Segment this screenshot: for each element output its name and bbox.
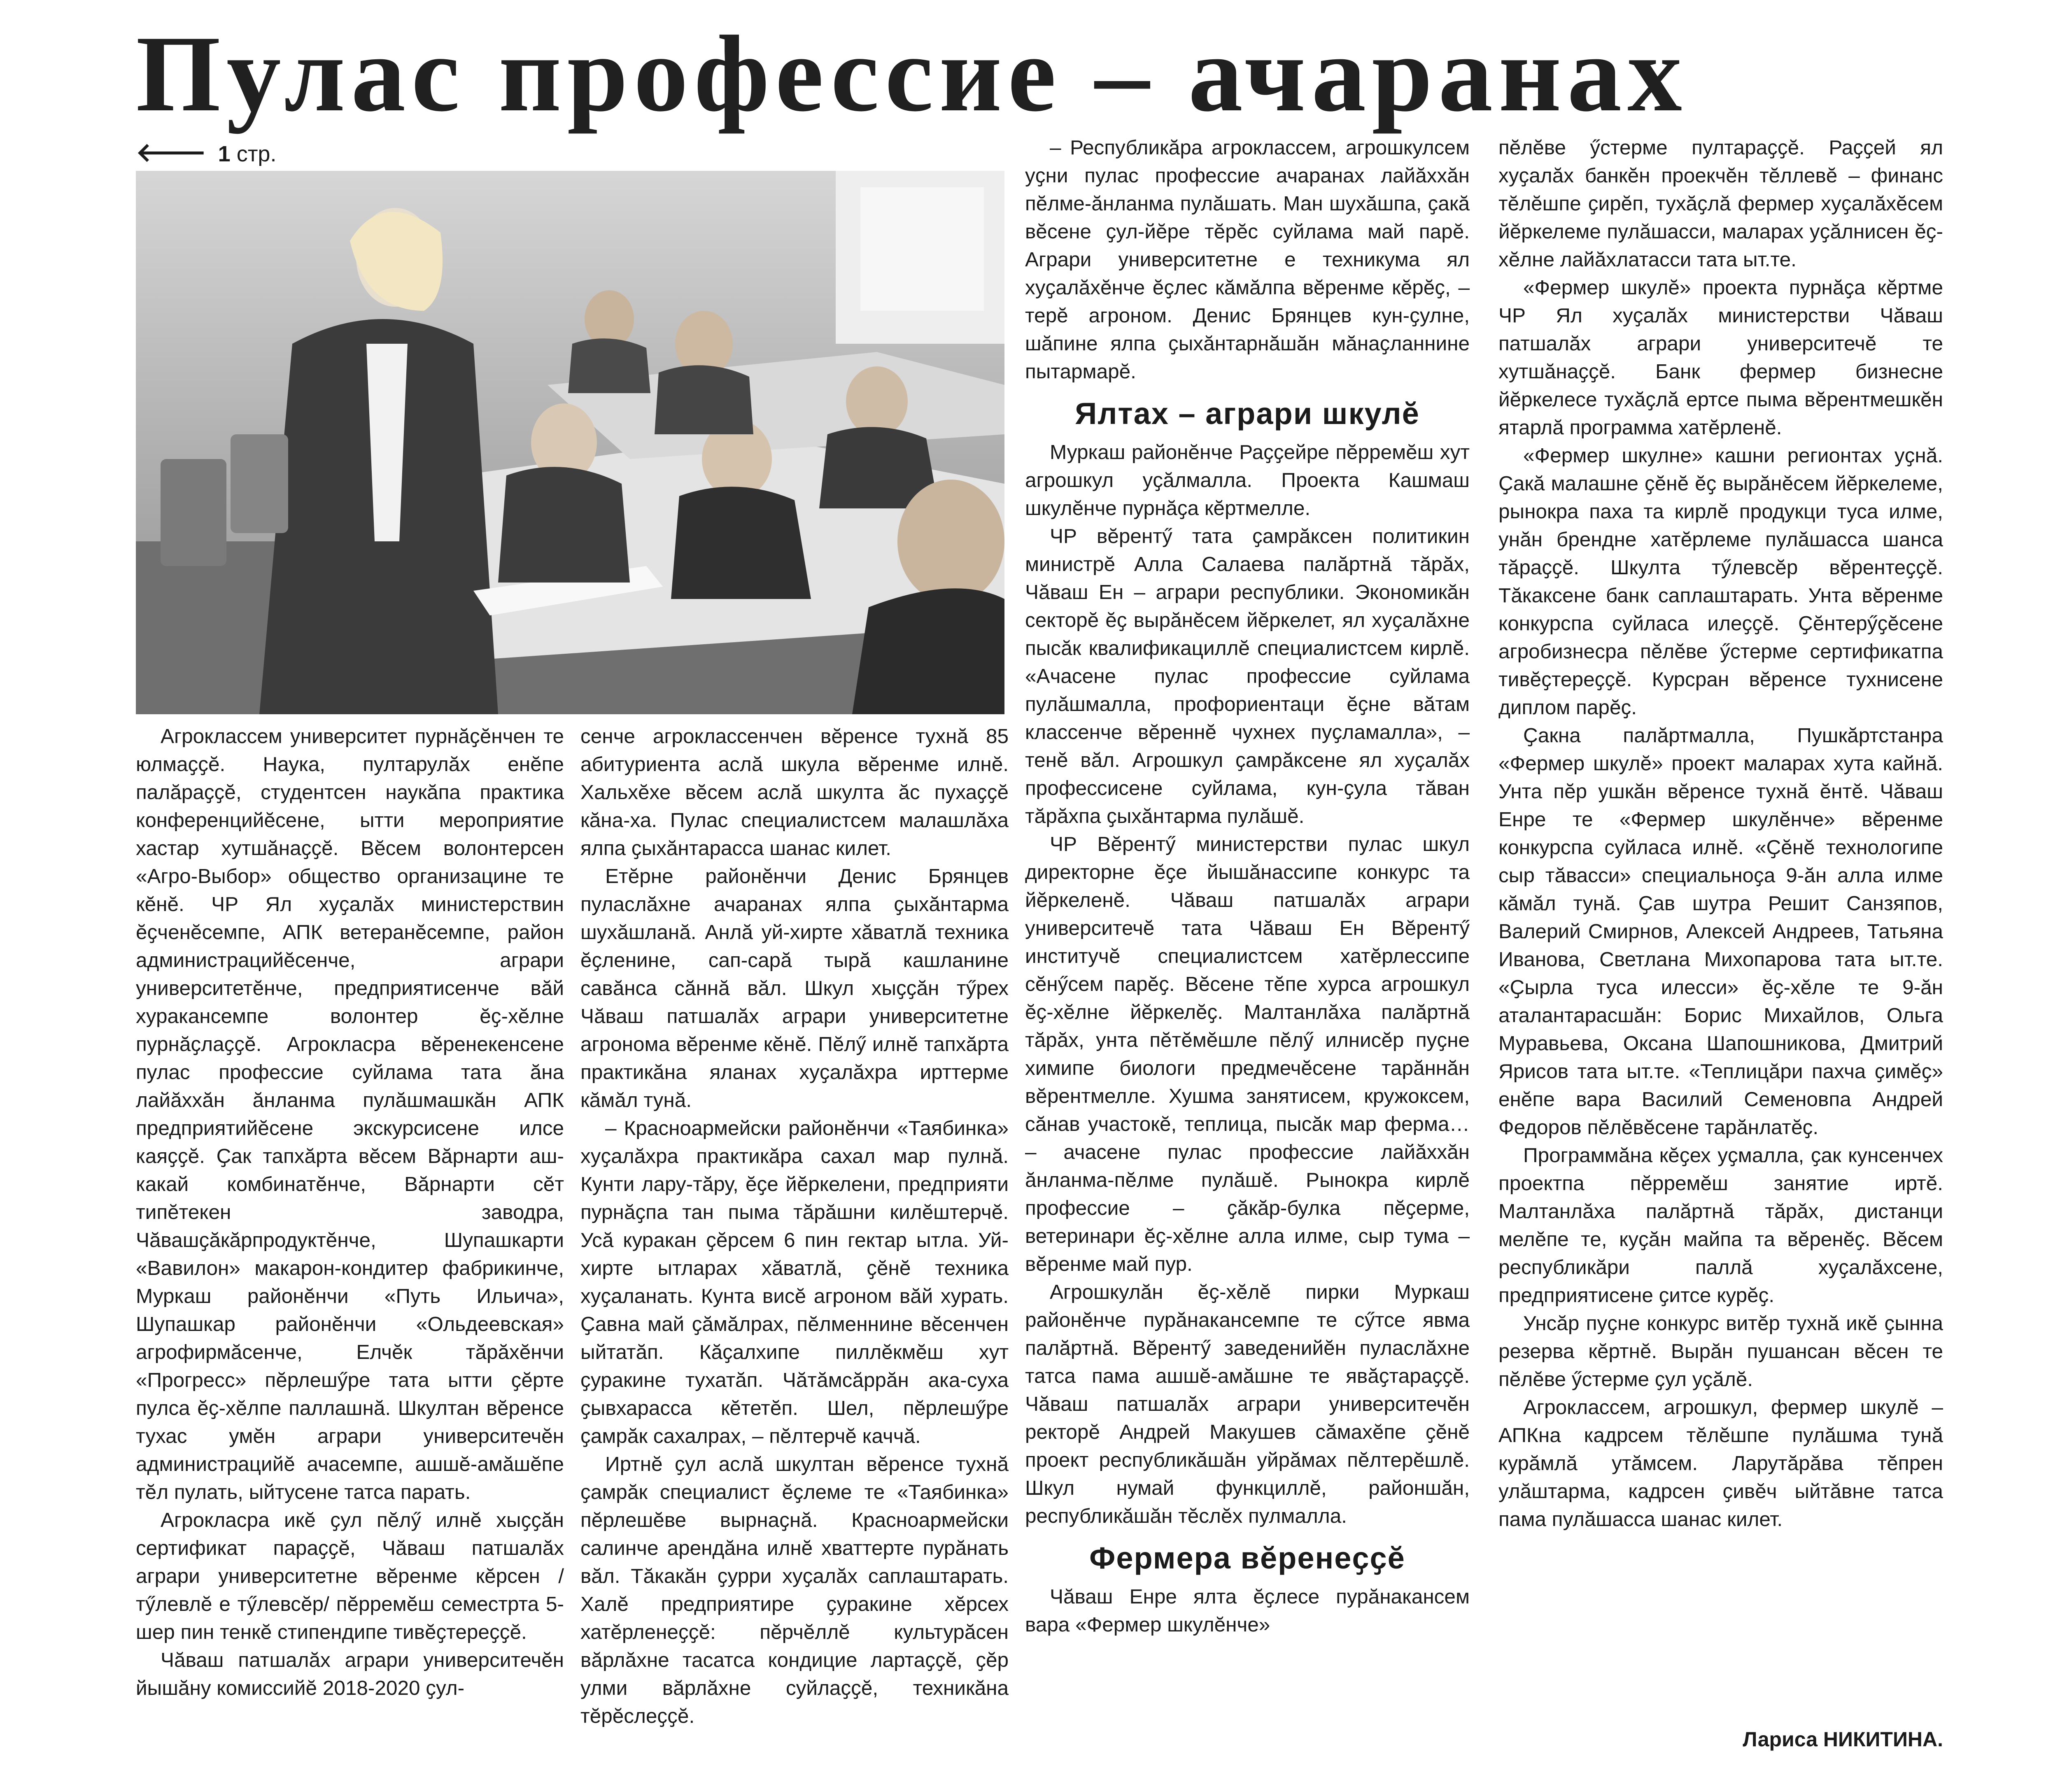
column4-paragraph-4: Ҫакна палӑртмалла, Пушкӑртстанра «Фермер шкулӗ» проект маларах хута кайнӑ. Унта пӗр ушкӑн вӗренсе тухнӑ ӗнтӗ. Чӑваш Енре те «Фермер шкулӗнче» вӗренме конкурспа суйласа илнӗ. «Ҫӗнӗ технологипе сыр тӑвасси» специальноҫа 9-ӑн алла илме кӑмӑл тунӑ. Ҫав шутра Решит Санзяпов, Валерий Смирнов, Алексей Андреев, Татьяна Иванова, Светлана Михопарова тата ыт.те. «Ҫырла туса илесси» ӗҫ-хӗле те 9-ӑн аталантарасшӑн: Борис Михайлов, Ольга Муравьева, Оксана Шапошникова, Дмитрий Ярисов тата ыт.те. «Теплицӑри пахча ҫимӗҫ» енӗпе вара Василий Семеновпа Андрей Федоров пӗлӗвӗсене тарӑнлатӗҫ. [1498,724,1943,1139]
column4-paragraph-7: Агроклассем, агрошкул, фермер шкулӗ – АПКна кадрсем тӗлӗшпе пулӑшма тунӑ курӑмлӑ утӑмсем. Ларутӑрӑва тӗпрен улӑштарма, кадрсен ҫивӗч ыйтӑвне татса пама пулӑшасса шанас килет. [1498,1396,1943,1531]
column3-paragraph-2: Муркаш районӗнче Раҫҫейре пӗрремӗш хут агрошкул уҫӑлмалла. Проекта Кашмаш шкулӗнче пурнӑҫа кӗртмелле. [1025,441,1470,520]
column3-paragraph-1: – Республикӑра агроклассем, агрошкулсем уҫни пулас профессие ачаранах лайӑххӑн пӗлме-ӑнланма пулӑшать. Ман шухӑшпа, ҫакӑ вӗсене ҫул-йӗре тӗрӗс суйлама май парӗ. Аграри университетне е техникума ял хуҫалӑхӗнче ӗҫлес кӑмӑлпа вӗренме кӗрӗҫ, – терӗ агроном. Денис Брянцев кун-ҫулне, шӑпине ялпа ҫыхӑнтарнӑшӑн мӑнаҫланнине пытармарӗ. [1025,136,1470,383]
article-headline: Пулас профессие – ачаранах [136,14,1688,134]
column4-paragraph-2: «Фермер шкулӗ» проекта пурнӑҫа кӗртме ЧР Ял хуҫалӑх министерстви Чӑваш патшалӑх аграри университечӗ те хутшӑнаҫҫӗ. Банк фермер бизнесне йӗркелесе тухӑҫлӑ ертсе пыма вӗрентмешкӗн ятарлӑ программа хатӗрленӗ. [1498,276,1943,439]
classroom-photo [136,171,1004,714]
column2-paragraph-4: Иртнӗ ҫул аслӑ шкултан вӗренсе тухнӑ ҫамрӑк специалист ӗҫлеме те «Таябинка» пӗрлешӗве вырнаҫнӑ. Красноармейски салинче арендӑна илнӗ хваттерте пурӑнать вӑл. Тӑкакӑн ҫурри хуҫалӑх саплаштарать. Халӗ предприятире ҫуракине хӗрсех хатӗрленеҫҫӗ: пӗрчӗллӗ культурӑсен вӑрлӑхне тасатса кондицие лартаҫҫӗ, ҫӗр улми вӑрлӑхне суйлаҫҫӗ, техникӑна тӗрӗслеҫҫӗ. [580,1453,1009,1727]
column1-paragraph-1: Агроклассем университет пурнӑҫӗнчен те юлмаҫҫӗ. Наука, пултарулӑх енӗпе палӑраҫҫӗ, студентсен наукӑпа практика конференцийӗсене, ытти мероприятие хастар хутшӑнаҫҫӗ. Вӗсем волонтерсен «Агро-Выбор» общество организацине те кӗнӗ. ЧР Ял хуҫалӑх министерствин ӗҫченӗсемпе, АПК ветеранӗсемпе, район администрацийӗсенче, аграри университетӗнче, предприятисенче вӑй хуракансемпе волонтер ӗҫ-хӗлне пурнӑҫлаҫҫӗ. Агрокласра вӗренекенсене пулас профессие суйлама тата ӑна лайӑххӑн ӑнланма пулӑшмашкӑн АПК предприятийӗсене экскурсисене илсе каяҫҫӗ. Ҫак тапхӑрта вӗсем Вӑрнарти аш-какай комбинатӗнче, Вӑрнарти сӗт типӗтекен заводра, Чӑвашҫӑкӑрпродуктӗнче, Шупашкарти «Вавилон» макарон-кондитер фабрикинче, Муркаш районӗнчи «Путь Ильича», Шупашкар районӗнчи «Ольдеевская» агрофирмӑсенче, Елчӗк тӑрӑхӗнчи «Прогресс» пӗрлешӳре тата ытти ҫӗрте пулса ӗҫ-хӗлпе паллашнӑ. Шкултан вӗренсе тухас умӗн аграри университечӗн администрацийӗ ачасемпе, ашшӗ-амӑшӗпе тӗл пулать, ыйтусене татса парать. [136,725,564,1503]
article-column-2 [580,722,1009,1764]
subheading-agrarian-school: Ялтах – аграри шкулӗ [1075,396,1420,431]
column4-paragraph-1: пӗлӗве ӳстерме пултараҫҫӗ. Раҫҫей ял хуҫалӑх банкӗн проекчӗн тӗллевӗ – финанс тӗлӗшпе ҫирӗп, тухӑҫлӑ фермер хуҫалӑхӗсем йӗркелеме пулӑшасси, маларах уҫӑлнисен ӗҫ-хӗлне лайӑхлатасси тата ыт.те. [1498,136,1943,271]
arrow-left-icon: 🡐 [136,137,207,167]
column3-paragraph-5: Агрошкулӑн ӗҫ-хӗлӗ пирки Муркаш районӗнче пурӑнакансемпе те сӳтсе явма палӑртнӑ. Вӗрентӳ заведенийӗн пуласлӑхне татса пама ашшӗ-амӑшне те явӑҫтараҫҫӗ. Чӑваш патшалӑх аграри университечӗн ректорӗ Андрей Макушев сӑмахӗпе ҫӗнӗ проект республикӑшӑн уйрӑмах пӗлтерӗшлӗ. Шкул нумай функциллӗ, районшӑн, республикӑшӑн тӗслӗх пулмалла. [1025,1281,1470,1527]
author-signature: Лариса НИКИТИНА. [1743,1728,1943,1751]
column2-paragraph-1: сенче агроклассенчен вӗренсе тухнӑ 85 абитуриента аслӑ шкула вӗренме илнӗ. Хальхӗхе вӗсем аслӑ шкулта ӑс пухаҫҫӗ кӑна-ха. Пулас специалистсем малашлӑха ялпа ҫыхӑнтарасса шанас килет. [580,725,1009,860]
column2-paragraph-3: – Красноармейски районӗнчи «Таябинка» хуҫалӑхра практикӑра сахал мар пулнӑ. Кунти лару-тӑру, ӗҫе йӗркелени, предприяти пурнӑҫпа тан пыма тӑрӑшни килӗштерчӗ. Усӑ куракан ҫӗрсем 6 пин гектар ытла. Уй-хирте ытларах хӑватлӑ, ҫӗнӗ техника хуҫаланать. Кунта висӗ агроном вӑй хурать. Ҫавна май ҫӑмӑлрах, пӗлменнине вӗсенчен ыйтатӑп. Кӑҫалхипе пиллӗкмӗш хут ҫуракине тухатӑп. Чӑтӑмсӑррӑн ака-суха ҫывхарасса кӗтетӗп. Шел, пӗрлешӳре ҫамрӑк сахалрах, – пӗлтерчӗ каччӑ. [580,1117,1009,1447]
page-reference [136,134,276,171]
column4-paragraph-6: Унсӑр пуҫне конкурс витӗр тухнӑ икӗ ҫынна резерва кӗртнӗ. Вырӑн пушансан вӗсен те пӗлӗве ӳстерме ҫул уҫӑлӗ. [1498,1312,1943,1391]
page-number: 1 [218,142,231,166]
article-column-1 [136,722,564,1764]
article-column-4 [1498,134,1943,1715]
column2-paragraph-2: Етӗрне районӗнчи Денис Брянцев пуласлӑхне ачаранах ялпа ҫыхӑнтарма шухӑшланӑ. Анлӑ уй-хирте хӑватлӑ техника ӗҫленине, сап-сарӑ тырӑ кашланине савӑнса сӑннӑ вӑл. Шкул хыҫҫӑн тӳрех Чӑваш патшалӑх аграри университетне агронома вӗренме кӗнӗ. Пӗлӳ илнӗ тапхӑрта практикӑна яланах хуҫалӑхра ирттерме кӑмӑл тунӑ. [580,865,1009,1112]
column1-paragraph-2: Агрокласра икӗ ҫул пӗлӳ илнӗ хыҫҫӑн сертификат параҫҫӗ, Чӑваш патшалӑх аграри университетне вӗренме кӗрсен /тӳлевлӗ е тӳлевсӗр/ пӗрремӗш семестрта 5-шер пин тенкӗ стипендипе тивӗҫтереҫҫӗ. [136,1509,564,1643]
column3-paragraph-3: ЧР вӗрентӳ тата ҫамрӑксен политикин министрӗ Алла Салаева палӑртнӑ тӑрӑх, Чӑваш Ен – аграри республики. Экономикӑн секторӗ ӗҫ вырӑнӗсем йӗркелет, ял хуҫалӑхне пысӑк квалификациллӗ специалистсем кирлӗ. «Ачасене пулас профессие суйлама пулӑшмалла, профориентаци ӗҫне вӑтам классенче вӗреннӗ чухнех пуҫламалла», – тенӗ вӑл. Агрошкул ҫамрӑксене ял хуҫалӑх профессисене суйлама, кун-ҫула тӑван тӑрӑхпа ҫыхӑнтарма пулӑшӗ. [1025,525,1470,827]
column3-paragraph-6: Чӑваш Енре ялта ӗҫлесе пурӑнакансем вара «Фермер шкулӗнче» [1025,1585,1470,1636]
column3-paragraph-4: ЧР Вӗрентӳ министерстви пулас шкул директорне ӗҫе йышӑнассипе конкурс та йӗркеленӗ. Чӑваш патшалӑх аграри университечӗ тата Чӑваш Ен Вӗрентӳ институчӗ специалистсем хатӗрлессипе сӗнӳсем парӗҫ. Вӗсене тӗпе хурса агрошкул ӗҫ-хӗлне йӗркелӗҫ. Малтанлӑха палӑртнӑ тӑрӑх, унта пӗтӗмӗшле пӗлӳ илнисӗр пуҫне химипе биологи предмечӗсене тарӑннӑн вӗрентмелле. Хушма занятисем, кружоксем, сӑнав участокӗ, теплица, пысӑк мар ферма… – ачасене пулас профессие лайӑххӑн ӑнланма-пӗлме пулӑшӗ. Рынокра кирлӗ профессие – ҫӑкӑр-булка пӗҫерме, ветеринари ӗҫ-хӗлне алла илме, сыр тума – вӗренме май пур. [1025,833,1470,1275]
column4-paragraph-5: Программӑна кӗҫех уҫмалла, ҫак кунсенчех проектпа пӗрремӗш занятие иртӗ. Малтанлӑха палӑртнӑ тӑрӑх, дистанци мелӗпе те, куҫӑн майпа та вӗренӗҫ. Вӗсем республикӑри паллӑ хуҫалӑхсене, предприятисене ҫитсе курӗҫ. [1498,1144,1943,1307]
column4-paragraph-3: «Фермер шкулне» кашни регионтах уҫнӑ. Ҫакӑ малашне ҫӗнӗ ӗҫ вырӑнӗсем йӗркелеме, рынокра паха та кирлӗ продукци туса илме, унӑн брендне хатӗрлеме пулӑшасса шанса тӑраҫҫӗ. Шкулта тӳлевсӗр вӗрентеҫҫӗ. Тӑкаксене банк саплаштарать. Унта вӗренме конкурспа суйласа илеҫҫӗ. Ҫӗнтерӳҫӗсене агробизнесра пӗлӗве ӳстерме сертификатпа тивӗҫтереҫҫӗ. Курсран вӗренсе тухнисене диплом парӗҫ. [1498,444,1943,719]
column1-paragraph-3: Чӑваш патшалӑх аграри университечӗн йышӑну комиссийӗ 2018-2020 ҫул- [136,1649,564,1699]
article-column-3 [1025,134,1470,1764]
subheading-farmer-school: Фермера вӗренеҫҫӗ [1089,1541,1405,1575]
page-suffix: стр. [236,142,277,166]
